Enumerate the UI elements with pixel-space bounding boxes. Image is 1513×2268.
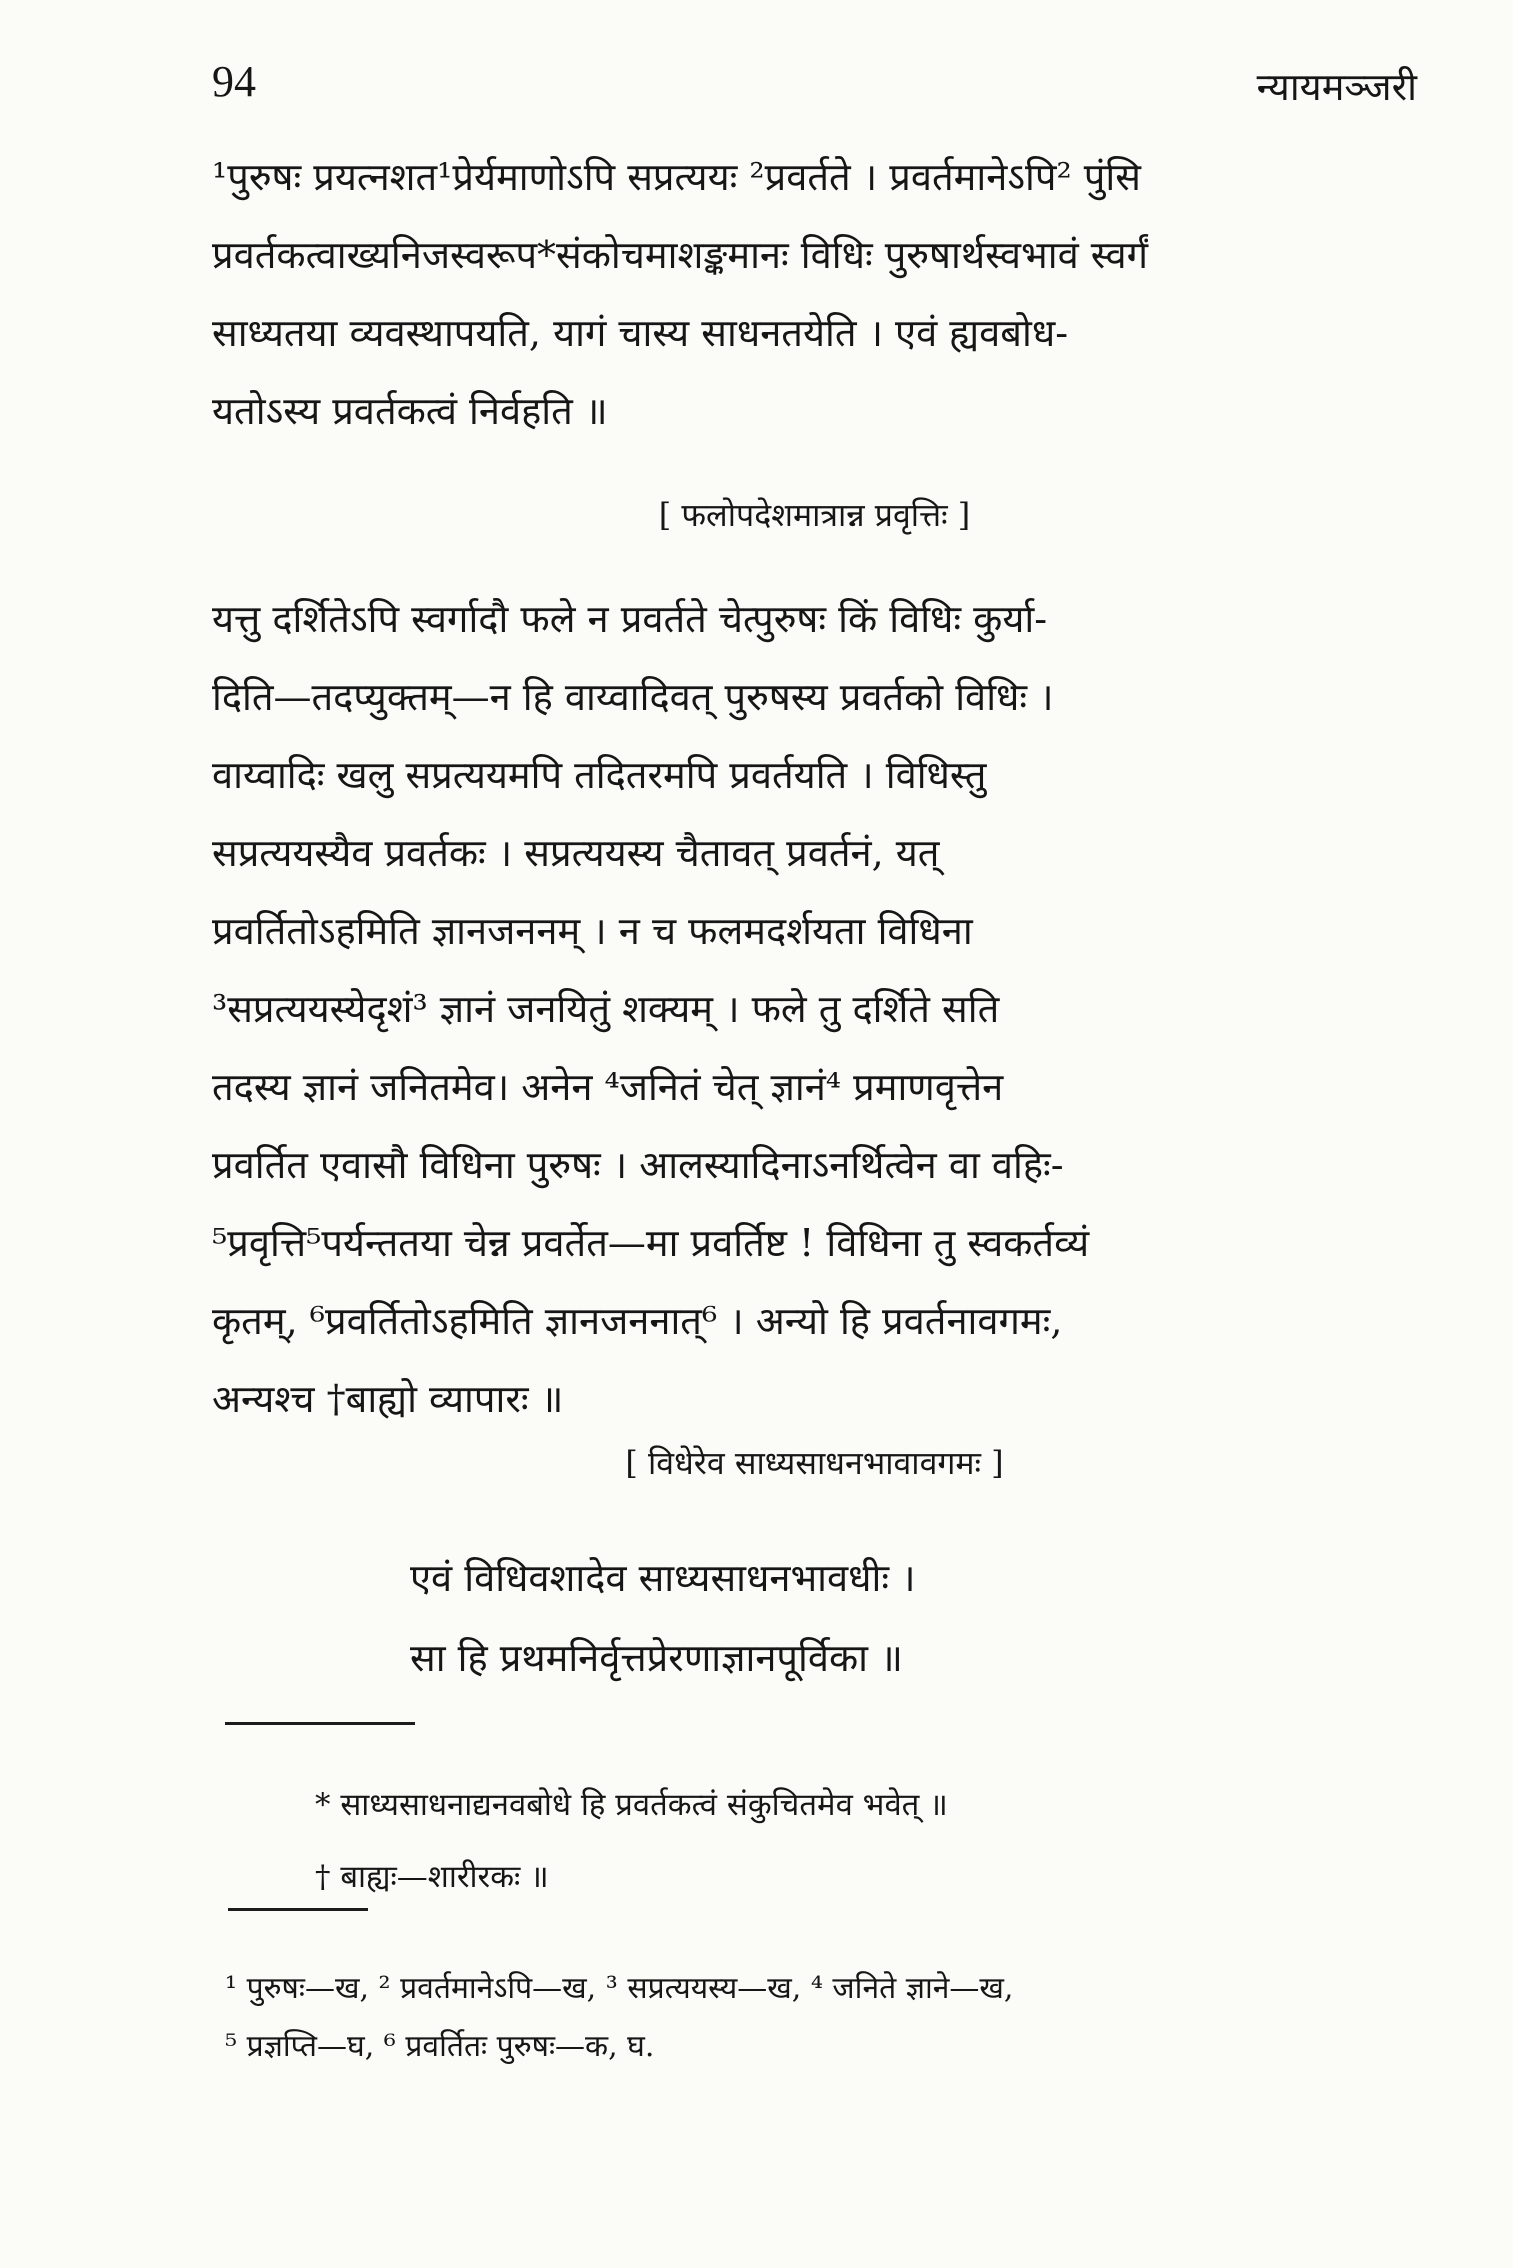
page-number: 94 [212,57,256,106]
text-line: वाय्वादिः खलु सप्रत्ययमपि तदितरमपि प्रवर्तयति । विधिस्तु [212,753,987,797]
text-line: ³सप्रत्ययस्येदृशं³ ज्ञानं जनयितुं शक्यम् । फले तु दर्शिते सति [212,987,1000,1031]
text-line: प्रवर्तितोऽहमिति ज्ञानजननम् । न च फलमदर्शयता विधिना [212,909,973,953]
text-line: साध्यतया व्यवस्थापयति, यागं चास्य साधनतयेति । एवं ह्यवबोध- [212,311,1069,355]
verse-line: सा हि प्रथमनिर्वृत्तप्रेरणाज्ञानपूर्विका ॥ [410,1636,903,1680]
text-line: कृतम्, ⁶प्रवर्तितोऽहमिति ज्ञानजननात्⁶ । अन्यो हि प्रवर्तनावगमः, [212,1299,1063,1343]
text-line: ¹पुरुषः प्रयत्नशत¹प्रेर्यमाणोऽपि सप्रत्ययः ²प्रवर्तते । प्रवर्तमानेऽपि² पुंसि [212,155,1141,199]
running-title: न्यायमञ्जरी [1256,65,1417,109]
text-line: सप्रत्ययस्यैव प्रवर्तकः । सप्रत्ययस्य चैतावत् प्रवर्तनं, यत् [212,831,940,875]
variant-readings [225,1960,1417,2076]
text-line: यतोऽस्य प्रवर्तकत्वं निर्वहति ॥ [212,389,608,433]
section-heading-vidhi: [ विधेरेव साध्यसाधनभावावगमः ] [625,1444,1004,1482]
footnote-dagger: † बाह्यः—शारीरकः ॥ [315,1859,549,1895]
footnote-star: * साध्यसाधनाद्यनवबोधे हि प्रवर्तकत्वं संकुचितमेव भवेत् ॥ [315,1787,948,1823]
text-line: प्रवर्तित एवासौ विधिना पुरुषः । आलस्यादिनाऽनर्थित्वेन वा वहिः- [212,1143,1064,1187]
section-heading-phalopadesha: [ फलोपदेशमात्रान्न प्रवृत्तिः ] [658,496,971,534]
text-line: यत्तु दर्शितेऽपि स्वर्गादौ फले न प्रवर्तते चेत्पुरुषः किं विधिः कुर्या- [212,597,1048,641]
text-line: दिति—तदप्युक्तम्—न हि वाय्वादिवत् पुरुषस्य प्रवर्तको विधिः । [212,675,1054,719]
variants-separator [228,1908,368,1911]
text-line: ⁵प्रवृत्ति⁵पर्यन्ततया चेन्न प्रवर्तेत—मा प्रवर्तिष्ट ! विधिना तु स्वकर्तव्यं [212,1221,1090,1265]
footnote-separator [225,1722,415,1725]
page-header [212,56,1417,126]
variant-line: ¹ पुरुषः—ख, ² प्रवर्तमानेऽपि—ख, ³ सप्रत्ययस्य—ख, ⁴ जनिते ज्ञाने—ख, [225,1971,1014,2006]
text-line: अन्यश्च †बाह्यो व्यापारः ॥ [212,1377,564,1421]
text-line: प्रवर्तकत्वाख्यनिजस्वरूप*संकोचमाशङ्कमानः विधिः पुरुषार्थस्वभावं स्वर्गं [212,233,1149,277]
paragraph-two [212,580,1417,1438]
text-line: तदस्य ज्ञानं जनितमेव। अनेन ⁴जनितं चेत् ज्ञानं⁴ प्रमाणवृत्तेन [212,1065,1004,1109]
variant-line: ⁵ प्रज्ञप्ति—घ, ⁶ प्रवर्तितः पुरुषः—क, घ. [225,2029,655,2064]
paragraph-one [212,138,1417,450]
verse-line: एवं विधिवशादेव साध्यसाधनभावधीः । [410,1556,916,1600]
verse [410,1538,1313,1698]
